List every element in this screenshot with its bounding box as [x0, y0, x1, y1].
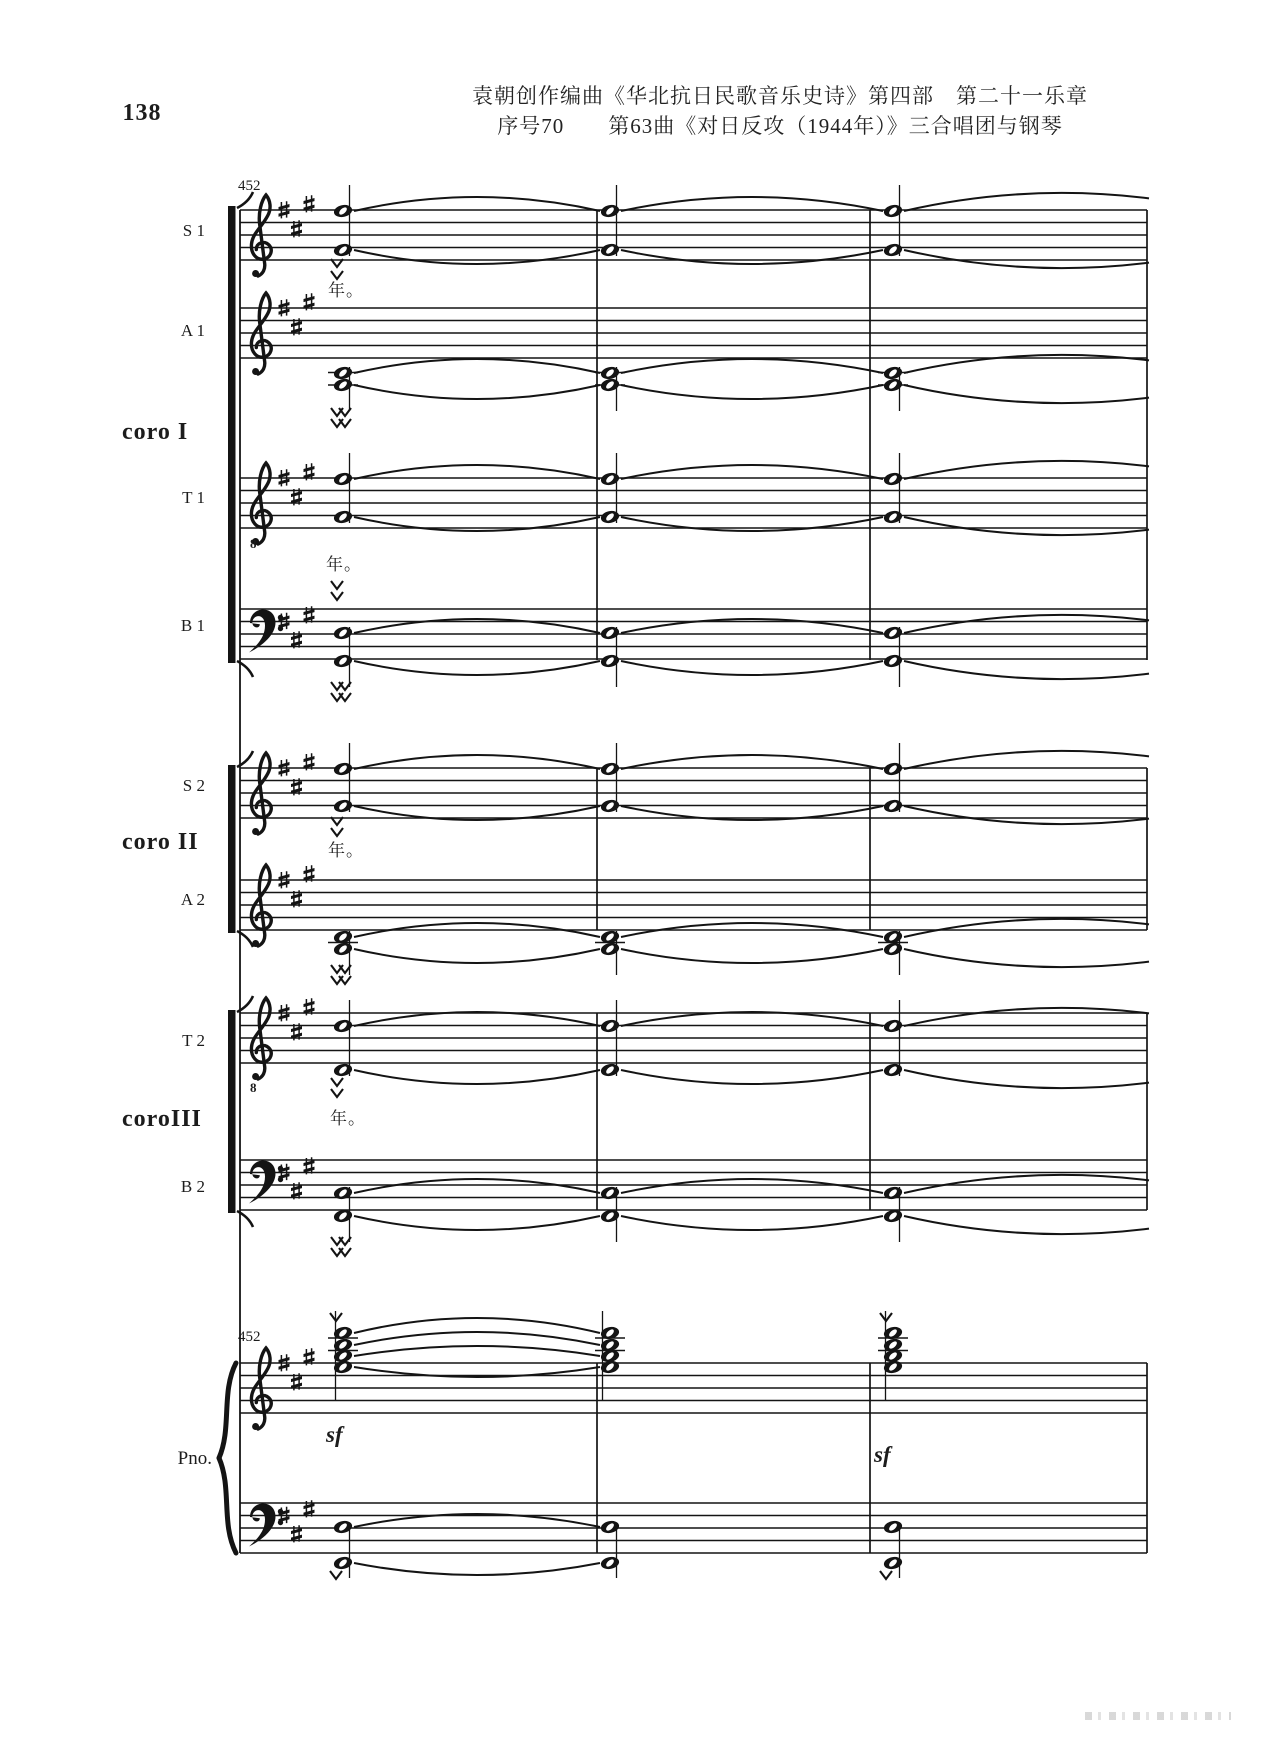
tie [904, 919, 1149, 937]
tie [354, 1318, 600, 1333]
whole-note-icon [600, 1062, 620, 1077]
whole-note-icon [333, 1062, 353, 1077]
staff-lines [240, 478, 1147, 528]
accent-icon [331, 1089, 343, 1097]
whole-note-icon [333, 1555, 353, 1570]
tie [354, 359, 600, 373]
lyric-t1: 年。 [326, 555, 362, 574]
staff-label-b1: B 1 [180, 616, 205, 635]
treble-clef-icon [251, 1348, 271, 1430]
tie [354, 1216, 600, 1230]
tie [904, 751, 1149, 769]
staff-lines [240, 1160, 1147, 1210]
title-line-1: 袁朝创作编曲《华北抗日民歌音乐史诗》第四部 第二十一乐章 [472, 84, 1088, 108]
whole-note-icon [600, 798, 620, 813]
tenor-clef-octave-mark-1: 8 [250, 536, 257, 551]
watermark [1085, 1712, 1231, 1720]
group-label-coro-1: coro I [122, 419, 189, 445]
whole-note-icon [600, 365, 620, 380]
whole-note-icon [333, 471, 353, 486]
tie [621, 949, 883, 963]
whole-note-icon [600, 1185, 620, 1200]
treble-clef-icon [251, 195, 271, 277]
page-number: 138 [122, 100, 162, 126]
piano-brace-icon [219, 1363, 236, 1553]
tie [904, 193, 1149, 211]
accent-icon [330, 1571, 342, 1579]
title-line-2: 序号70 第63曲《对日反攻（1944年）》三合唱团与钢琴 [497, 114, 1063, 138]
whole-note-icon [883, 509, 903, 524]
tenor-clef-octave-mark-2: 8 [250, 1080, 257, 1095]
tie [621, 1179, 883, 1193]
tie [904, 1070, 1149, 1088]
tie [904, 1008, 1149, 1026]
whole-note-icon [600, 471, 620, 486]
tie [904, 250, 1149, 268]
tie [621, 197, 883, 211]
whole-note-icon [600, 1555, 620, 1570]
staff-label-s2: S 2 [182, 776, 205, 795]
tie [354, 949, 600, 963]
whole-note-icon [600, 1519, 620, 1534]
whole-note-icon [333, 625, 353, 640]
whole-note-icon [883, 1185, 903, 1200]
whole-note-icon [333, 242, 353, 257]
whole-note-icon [883, 625, 903, 640]
staff-label-b2: B 2 [180, 1177, 205, 1196]
dynamic-sf-1: sf [326, 1422, 343, 1447]
whole-note-icon [333, 365, 353, 380]
whole-note-icon [333, 509, 353, 524]
whole-note-icon [333, 941, 353, 956]
accent-icon [339, 682, 351, 690]
tie [354, 1563, 600, 1575]
whole-note-icon [883, 203, 903, 218]
lyric-s1: 年。 [328, 281, 364, 300]
tie [621, 517, 883, 531]
tie [621, 755, 883, 769]
treble-clef-icon [251, 753, 271, 835]
staff-label-a2: A 2 [180, 890, 205, 909]
whole-note-icon [333, 761, 353, 776]
tie [354, 1012, 600, 1026]
accent-icon [339, 976, 351, 984]
accent-icon [331, 592, 343, 600]
tie [904, 385, 1149, 403]
tie [904, 517, 1149, 535]
tie [621, 359, 883, 373]
whole-note-icon [600, 1018, 620, 1033]
whole-note-icon [600, 242, 620, 257]
group-label-coro-3: coroIII [122, 1106, 202, 1132]
treble-clef-icon [251, 865, 271, 947]
whole-note-icon [333, 1519, 353, 1534]
measure-number-top: 452 [238, 178, 261, 194]
whole-note-icon [600, 203, 620, 218]
whole-note-icon [883, 1018, 903, 1033]
whole-note-icon [333, 1018, 353, 1033]
whole-note-icon [600, 625, 620, 640]
accent-icon [331, 828, 343, 836]
measure-number-piano: 452 [238, 1329, 261, 1345]
treble-clef-icon [251, 293, 271, 375]
accent-icon [339, 419, 351, 427]
tie [904, 949, 1149, 967]
tie [354, 1179, 600, 1193]
whole-note-icon [883, 471, 903, 486]
whole-note-icon [883, 761, 903, 776]
whole-note-icon [600, 941, 620, 956]
tie [354, 1346, 600, 1356]
accent-icon [339, 693, 351, 701]
whole-note-icon [333, 203, 353, 218]
accent-icon [339, 1248, 351, 1256]
tie [621, 465, 883, 479]
whole-note-icon [883, 365, 903, 380]
whole-note-icon [600, 377, 620, 392]
whole-note-icon [883, 941, 903, 956]
tie [354, 197, 600, 211]
tie [354, 465, 600, 479]
choir-bracket [228, 1010, 236, 1213]
whole-note-icon [600, 653, 620, 668]
staff-label-a1: A 1 [180, 321, 205, 340]
accent-icon [339, 1237, 351, 1245]
accent-icon [880, 1571, 892, 1579]
tie [621, 1012, 883, 1026]
tie [621, 1216, 883, 1230]
whole-note-icon [883, 798, 903, 813]
staff-label-t2: T 2 [182, 1031, 205, 1050]
tie [621, 1070, 883, 1084]
tie [354, 1070, 600, 1084]
whole-note-icon [883, 1555, 903, 1570]
whole-note-icon [600, 509, 620, 524]
whole-note-icon [883, 1519, 903, 1534]
choir-bracket [228, 206, 236, 663]
tie [354, 250, 600, 264]
tie [904, 615, 1149, 633]
tie [904, 1216, 1149, 1234]
whole-note-icon [333, 1185, 353, 1200]
tie [904, 806, 1149, 824]
tie [354, 1332, 600, 1345]
staff-label-t1: T 1 [182, 488, 205, 507]
tie [354, 755, 600, 769]
lyric-s2: 年。 [328, 841, 364, 860]
tie [904, 1175, 1149, 1193]
staff-lines [240, 1503, 1147, 1553]
lyric-t2: 年。 [330, 1109, 366, 1128]
whole-note-icon [333, 377, 353, 392]
whole-note-icon [333, 798, 353, 813]
tie [621, 385, 883, 399]
choir-bracket [228, 765, 236, 933]
piano-label: Pno. [177, 1448, 212, 1469]
tie [354, 517, 600, 531]
accent-icon [331, 581, 343, 589]
tie [904, 461, 1149, 479]
tie [621, 661, 883, 675]
staff-label-s1: S 1 [182, 221, 205, 240]
whole-note-icon [883, 242, 903, 257]
dynamic-sf-2: sf [874, 1442, 891, 1467]
staff-lines [240, 880, 1147, 930]
whole-note-icon [883, 653, 903, 668]
staff-lines [240, 210, 1147, 260]
staff-lines [240, 308, 1147, 358]
treble-clef-icon [251, 463, 271, 545]
whole-note-icon [333, 653, 353, 668]
tie [354, 385, 600, 399]
whole-note-icon [600, 761, 620, 776]
whole-note-icon [883, 1062, 903, 1077]
tie [621, 250, 883, 264]
tie [904, 661, 1149, 679]
whole-note-icon [883, 377, 903, 392]
tie [354, 661, 600, 675]
accent-icon [339, 408, 351, 416]
group-label-coro-2: coro II [122, 829, 199, 855]
accent-icon [331, 1078, 343, 1086]
treble-clef-icon [251, 998, 271, 1080]
